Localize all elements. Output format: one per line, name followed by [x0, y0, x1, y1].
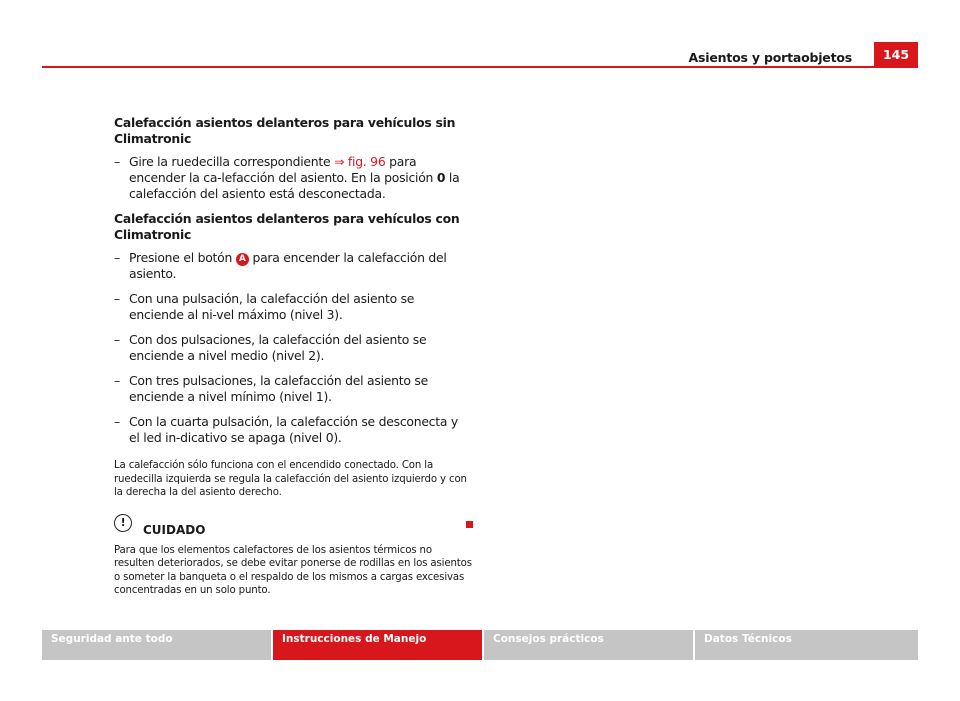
bullet-text: Con la cuarta pulsación, la calefacción se desconecta y el led in-dicativo se apaga (nivel 0).	[129, 414, 458, 445]
bullet-dash: –	[114, 414, 120, 429]
heading-con-climatronic: Calefacción asientos delanteros para vehículos con Climatronic	[114, 211, 460, 242]
bullet-text: para encender la calefacción del asiento.	[129, 250, 447, 281]
bullet-text: Con una pulsación, la calefacción del asiento se enciende al ni-vel máximo (nivel 3).	[129, 291, 415, 322]
bullet-text: la calefacción del asiento está desconectada.	[129, 170, 460, 201]
caution-text: Para que los elementos calefactores de los asientos térmicos no resulten deteriorados, se debe evitar ponerse de rodillas en los asientos o someter la banqueta o el respaldo de los mismos a cargas excesivas concentradas en un solo punto.	[114, 544, 472, 596]
info-note: La calefacción sólo funciona con el encendido conectado. Con la ruedecilla izquierda se regula la calefacción del asiento izquierdo y con la derecha la del asiento derecho.	[114, 460, 467, 498]
warning-icon: !	[114, 514, 132, 532]
heading-sin-climatronic: Calefacción asientos delanteros para vehículos sin Climatronic	[114, 115, 456, 146]
bullet-text: Con tres pulsaciones, la calefacción del asiento se enciende a nivel mínimo (nivel 1).	[129, 373, 428, 404]
caution-title: CUIDADO	[143, 522, 206, 537]
bullet-text: Con dos pulsaciones, la calefacción del asiento se enciende a nivel medio (nivel 2).	[129, 332, 427, 363]
position-zero: 0	[436, 170, 446, 185]
bullet-item-nivel-0	[114, 414, 472, 446]
bullet-text: para encender la ca-lefacción del asiento. En la posición	[129, 154, 437, 185]
tab-datos-tecnicos[interactable]: Datos Técnicos	[695, 630, 918, 660]
tab-instrucciones[interactable]: Instrucciones de Manejo	[273, 630, 482, 660]
tab-consejos[interactable]: Consejos prácticos	[484, 630, 693, 660]
bullet-item-nivel-1	[114, 373, 472, 405]
bullet-text: Presione el botón	[129, 250, 236, 265]
bullet-text: Gire la ruedecilla correspondiente	[129, 154, 335, 169]
bullet-dash: –	[114, 373, 120, 388]
bullet-dash: –	[114, 250, 120, 265]
bullet-item-ruedecilla	[114, 154, 472, 202]
bullet-dash: –	[114, 332, 120, 347]
bullet-item-nivel-3	[114, 291, 472, 323]
button-a-icon: A	[236, 253, 249, 266]
page-content	[114, 115, 472, 598]
caution-header	[114, 515, 472, 542]
header-rule	[42, 66, 918, 68]
section-title: Asientos y portaobjetos	[688, 50, 852, 65]
tab-seguridad[interactable]: Seguridad ante todo	[42, 630, 271, 660]
bullet-dash: –	[114, 154, 120, 169]
section-end-marker	[466, 521, 473, 528]
page-number: 145	[874, 42, 918, 66]
bullet-dash: –	[114, 291, 120, 306]
bullet-item-nivel-2	[114, 332, 472, 364]
bullet-item-boton	[114, 250, 472, 282]
figure-link[interactable]: ⇒ fig. 96	[334, 154, 386, 169]
